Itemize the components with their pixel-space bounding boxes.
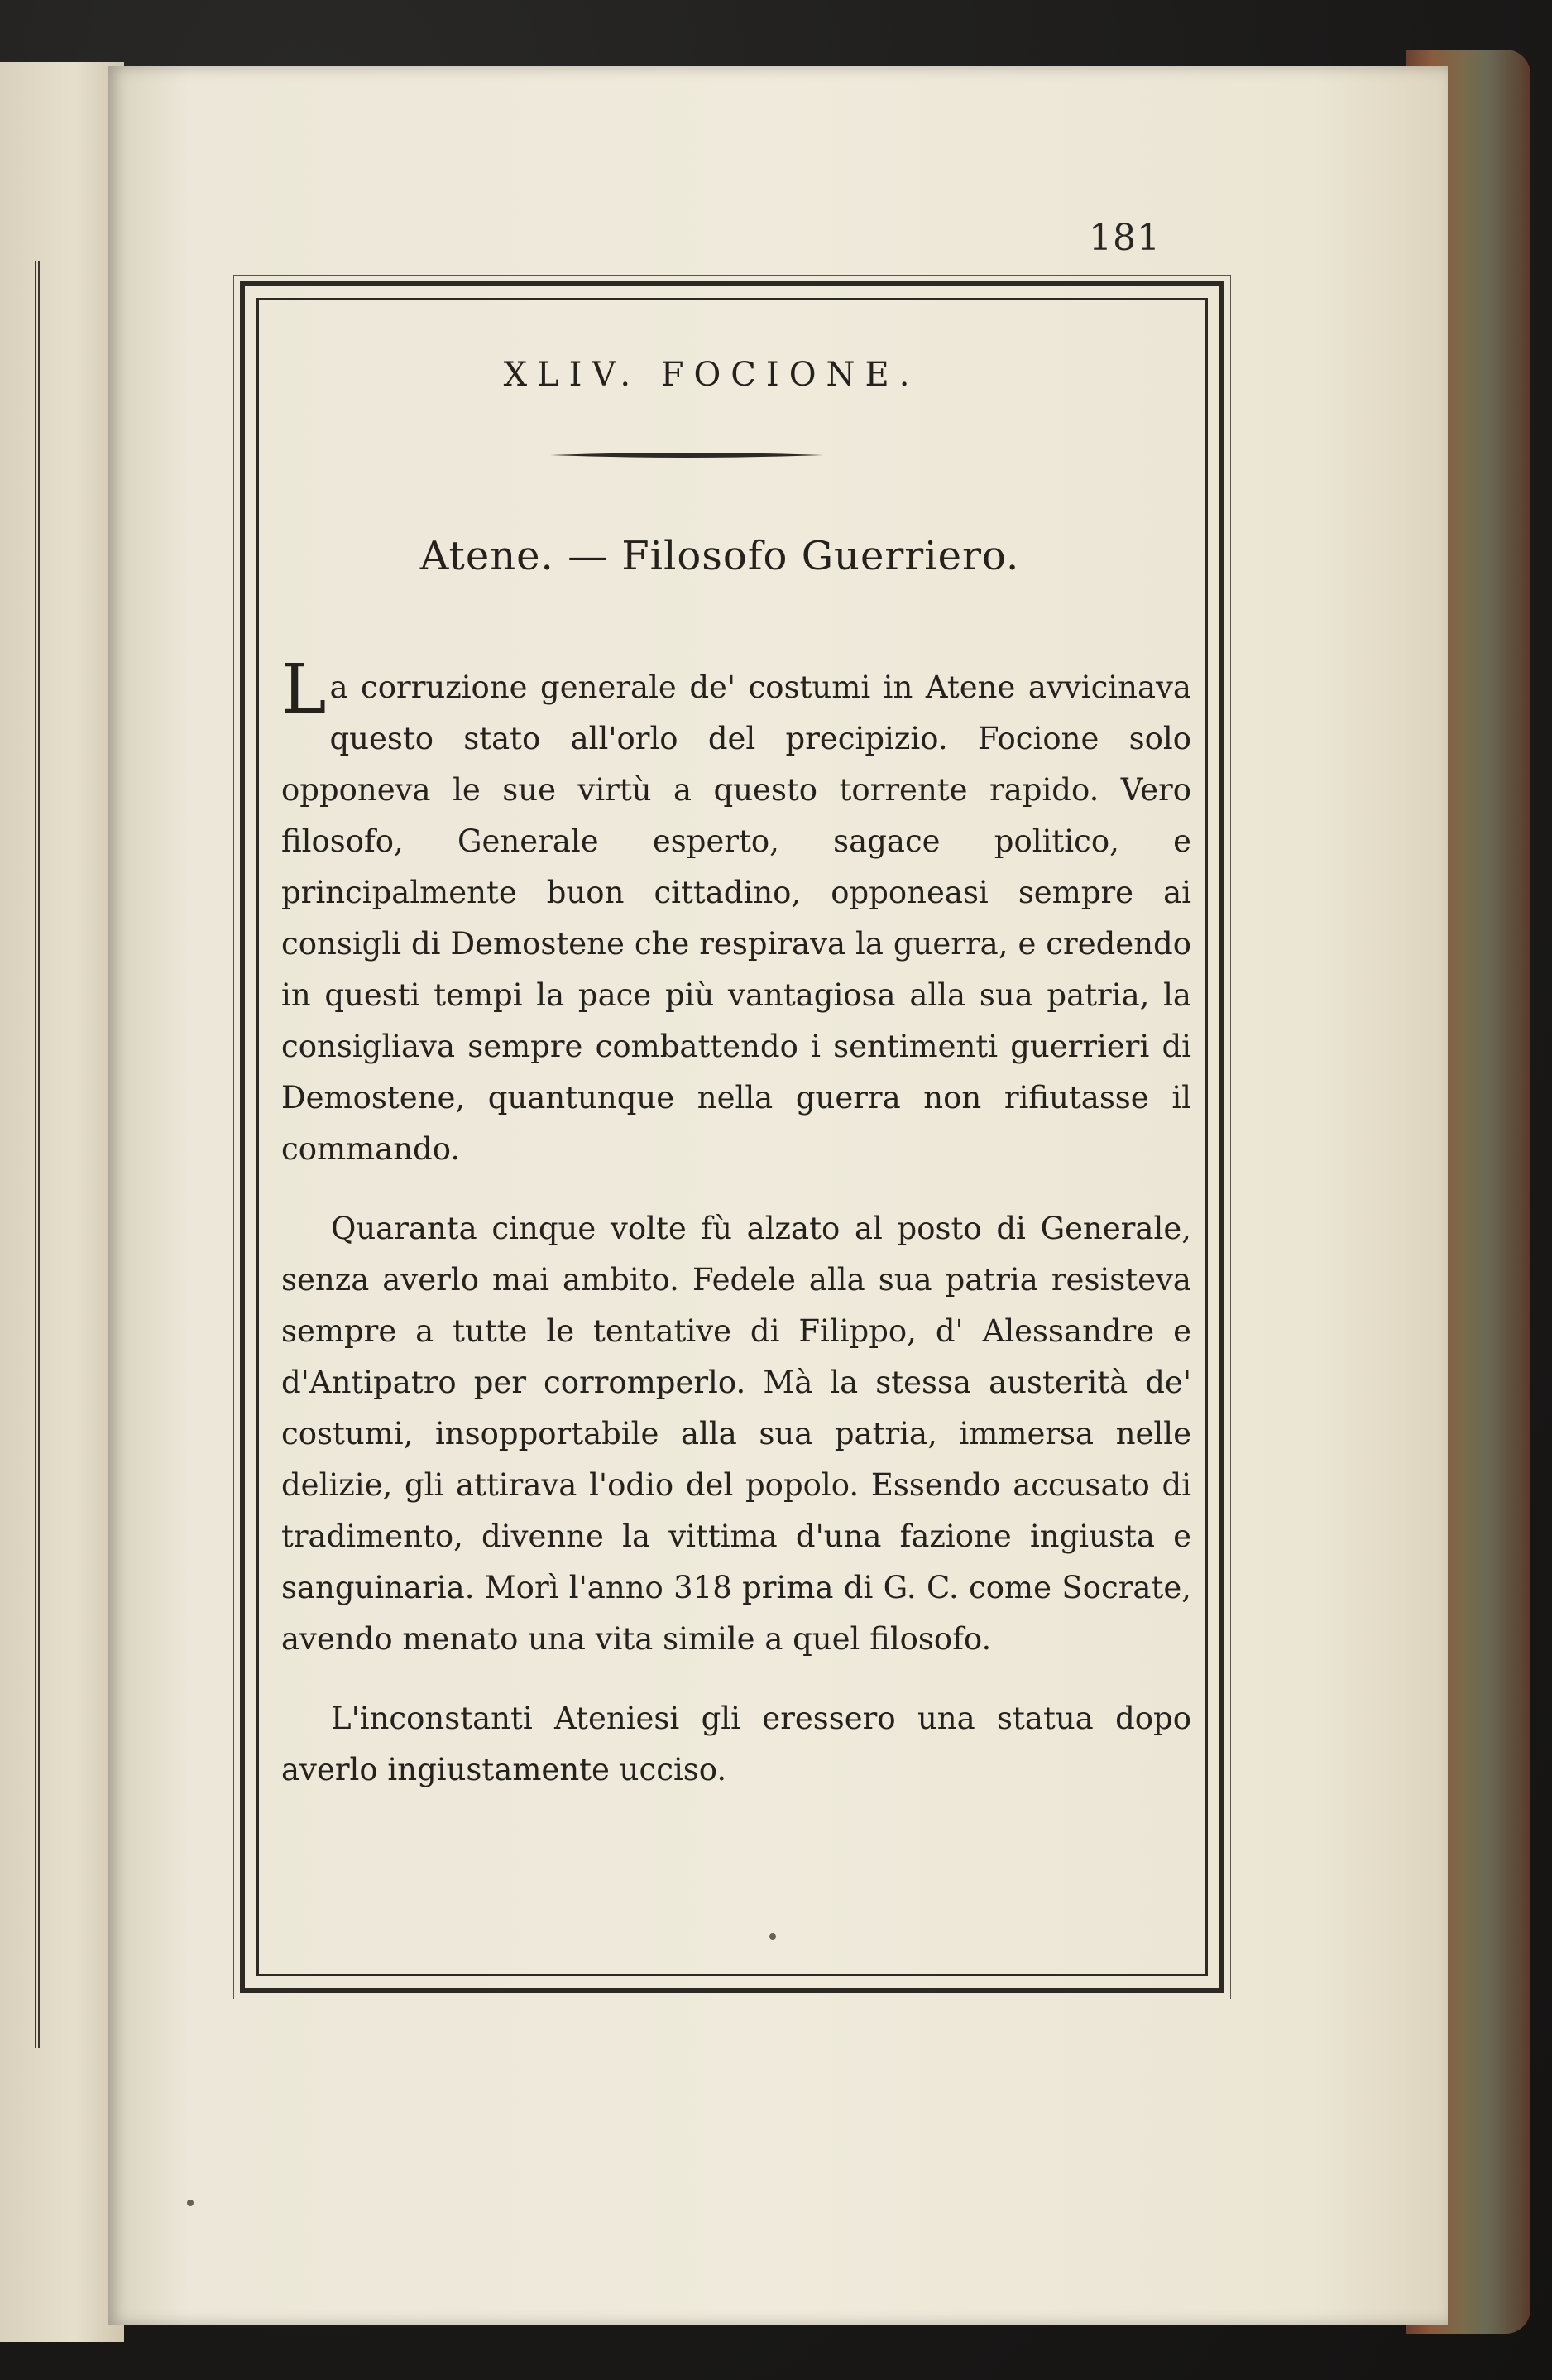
chapter-subtitle: Atene. — Filosofo Guerriero. <box>419 533 1020 579</box>
paragraph-1 <box>281 650 1191 1175</box>
facing-page-edge <box>0 62 124 2342</box>
page-number: 181 <box>1089 217 1161 259</box>
facing-page-frame <box>0 261 40 2048</box>
ink-speck <box>187 2200 194 2206</box>
ornament-rule <box>550 452 823 458</box>
paragraph-1-text: a corruzione generale de' costumi in Atene avvicinava questo stato all'orlo del precipizio. Focione solo opponeva le sue virtù a questo torrente rapido. Vero filosofo, Generale esperto, sagace politico, e principalmente buon cittadino, opponeasi sempre ai consigli di Demostene che respirava la guerra, e credendo in questi tempi la pace più vantagiosa alla sua patria, la consigliava sempre combattendo i sentimenti guerrieri di Demostene, quantunque nella guerra non rifiutasse il commando. <box>281 669 1191 1167</box>
drop-cap: L <box>281 650 327 729</box>
ink-speck <box>769 1933 776 1940</box>
page-content <box>281 331 1191 1796</box>
paragraph-2: Quaranta cinque volte fù alzato al posto di Generale, senza averlo mai ambito. Fedele alla sua patria resisteva sempre a tutte le tentative di Filippo, d' Alessandre e d'Antipatro per corromperlo. Mà la stessa austerità de' costumi, insopportabile alla sua patria, immersa nelle delizie, gli attirava l'odio del popolo. Essendo accusato di tradimento, divenne la vittima d'una fazione ingiusta e sanguinaria. Morì l'anno 318 prima di G. C. come Socrate, avendo menato una vita simile a quel filosofo. <box>281 1211 1191 1657</box>
chapter-title: XLIV. FOCIONE. <box>503 356 920 394</box>
paragraph-3: L'inconstanti Ateniesi gli eressero una statua dopo averlo ingiustamente ucciso. <box>281 1701 1191 1787</box>
